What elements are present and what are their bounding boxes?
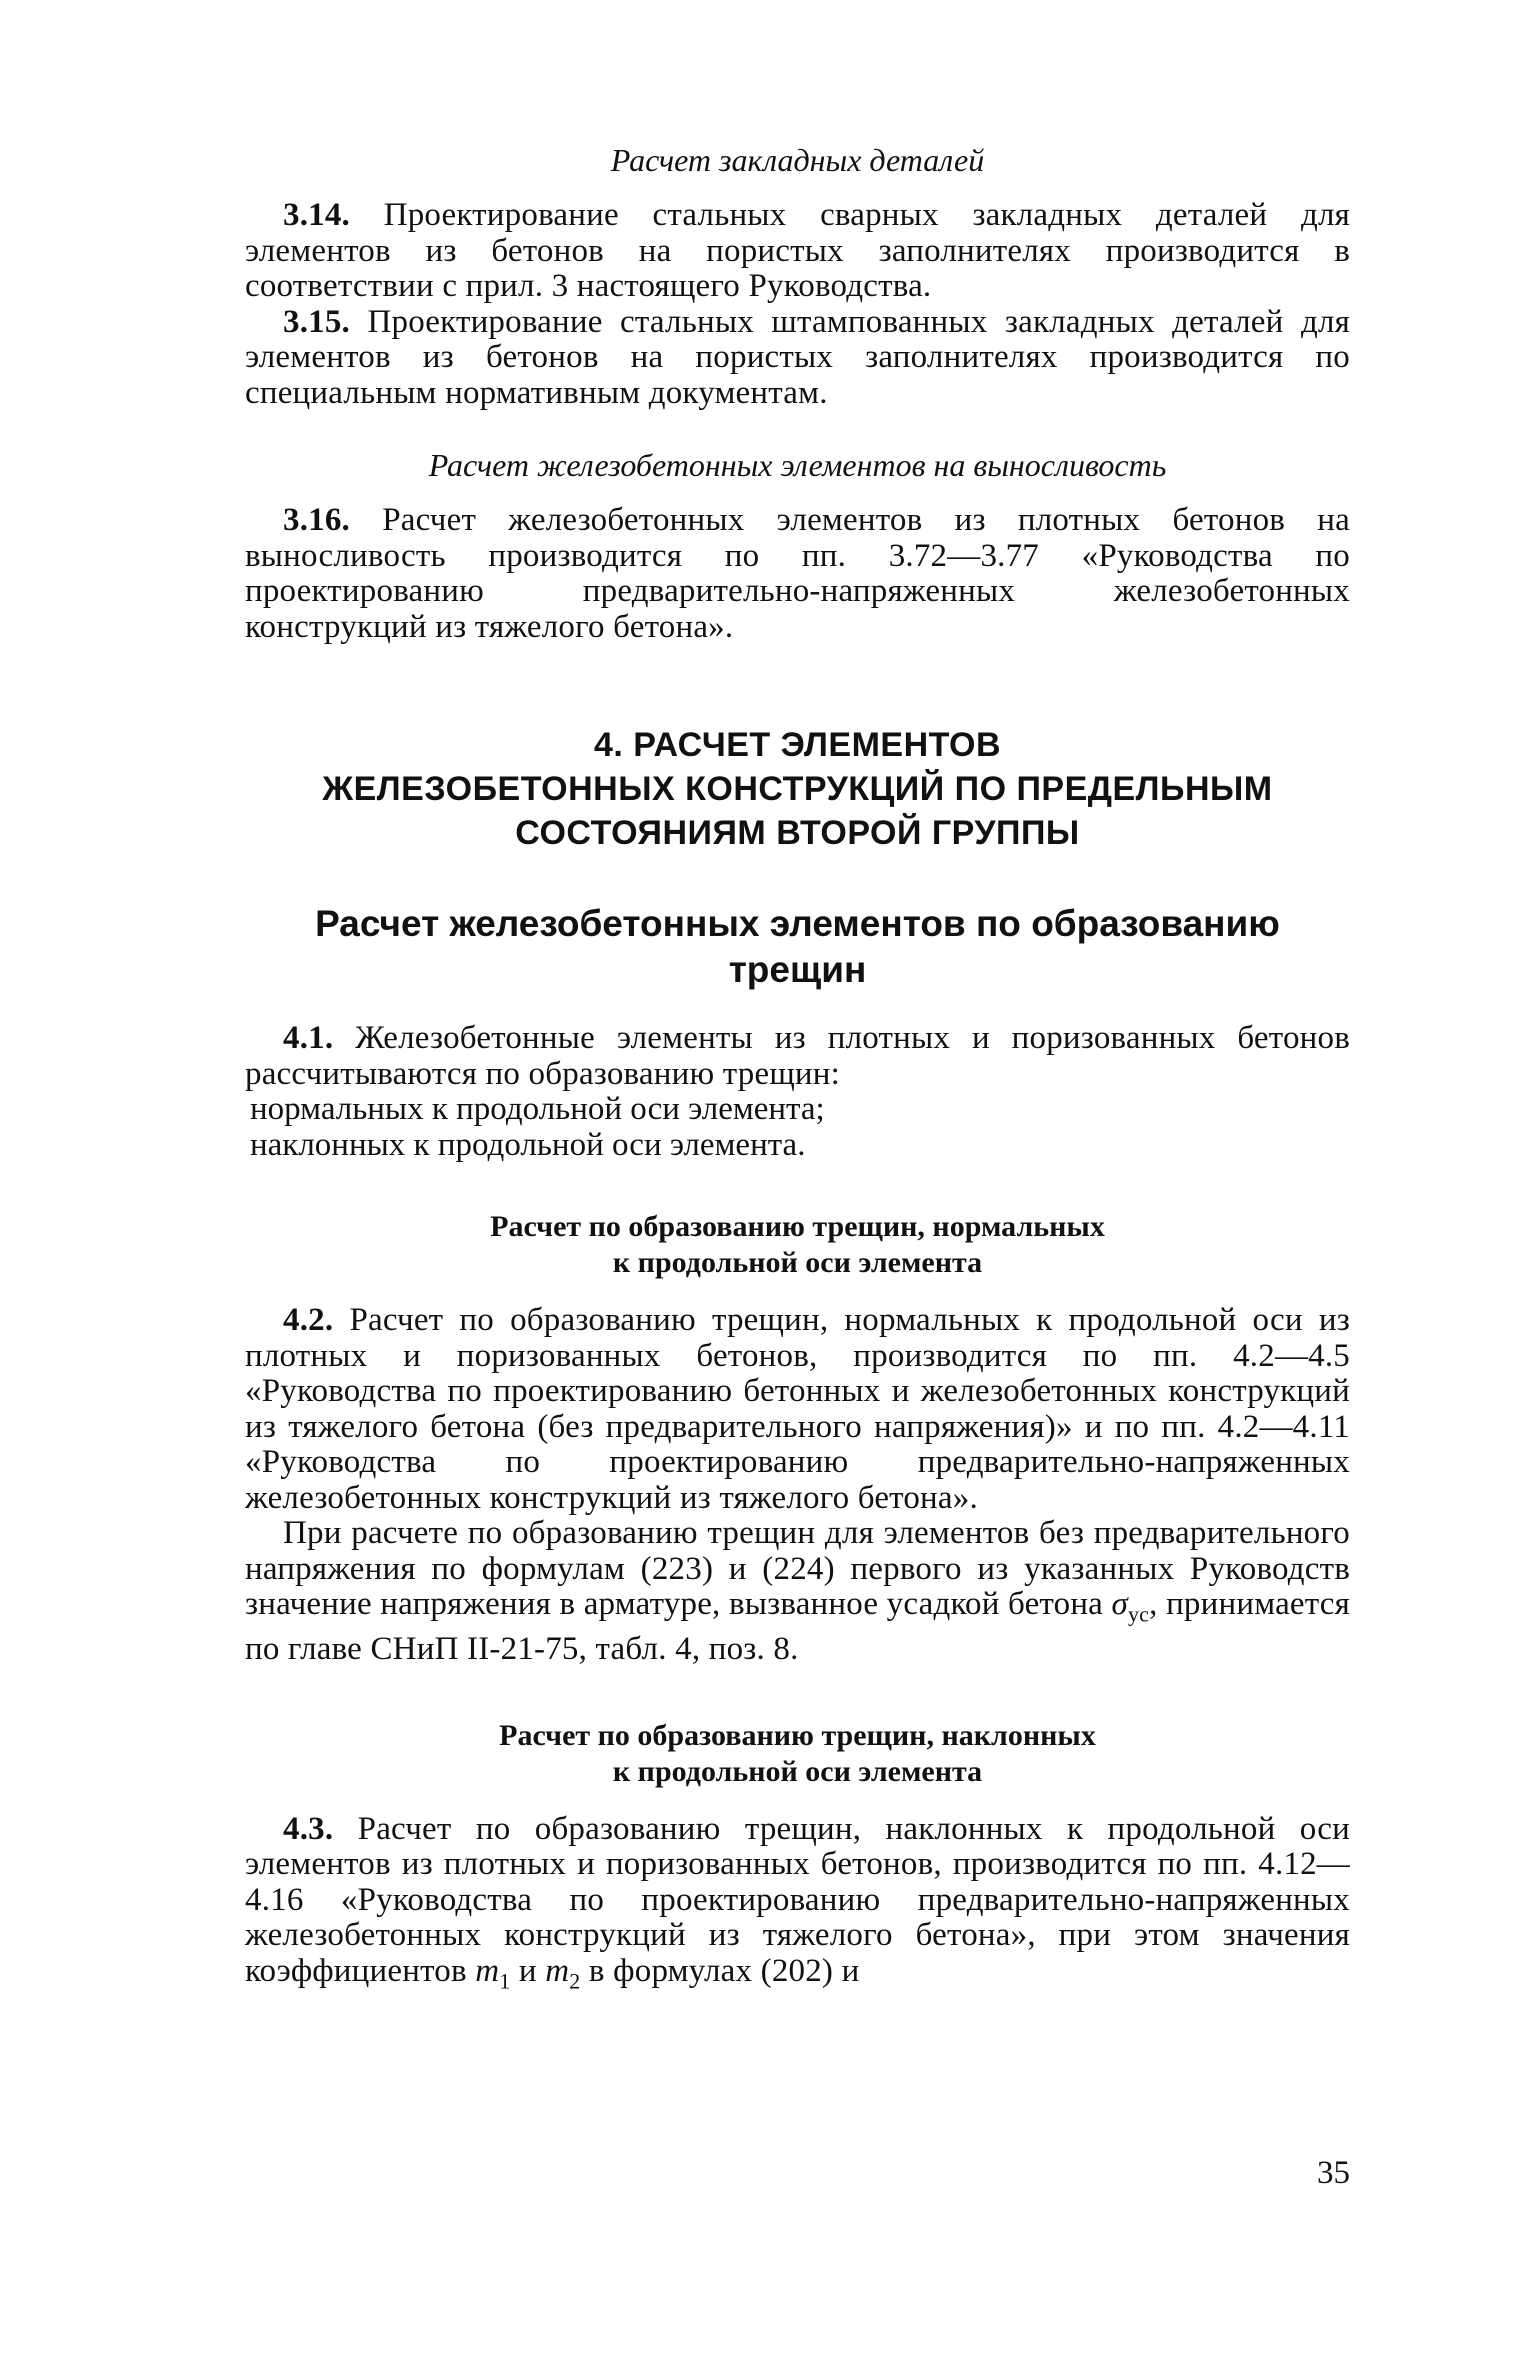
paragraph-text: в формулах (202) и <box>580 1952 860 1989</box>
subchapter-title-line-2: трещин <box>728 949 867 990</box>
section-heading-normal-cracks-line-2: к продольной оси элемента <box>612 1246 983 1279</box>
paragraph-text: Проектирование стальных штампованных закладных деталей для элементов из бетонов на пористых заполнителях производится по специальным нормативным документам. <box>245 303 1350 411</box>
paragraph-number: 4.3. <box>283 1810 334 1847</box>
paragraph-4-3 <box>245 1812 1350 1999</box>
paragraph-text: Расчет по образованию трещин, наклонных к продольной оси элементов из плотных и поризованных бетонов, производится по пп. 4.12—4.16 «Руководства по проектированию предварительно-напряженных железобетонных конструкций из тяжелого бетона», при этом значения коэффициентов <box>245 1810 1351 1989</box>
subchapter-title-line-1: Расчет железобетонных элементов по образованию <box>315 903 1280 944</box>
list-item-text: наклонных к продольной оси элемента. <box>250 1126 806 1163</box>
section-heading-embedded-parts: Расчет закладных деталей <box>610 142 985 178</box>
paragraph-number: 3.15. <box>283 303 350 340</box>
paragraph-3-14 <box>245 198 1350 305</box>
section-heading-inclined-cracks-line-1: Расчет по образованию трещин, наклонных <box>499 1718 1096 1752</box>
m1-symbol: m <box>475 1952 500 1989</box>
section-heading-normal-cracks-line-1: Расчет по образованию трещин, нормальных <box>490 1210 1105 1243</box>
paragraph-3-16 <box>245 503 1350 645</box>
list-item-text: нормальных к продольной оси элемента; <box>250 1091 825 1127</box>
paragraph-text: Железобетонные элементы из плотных и поризованных бетонов рассчитываются по образованию трещин: <box>245 1020 1350 1092</box>
page-number: 35 <box>1317 2155 1350 2191</box>
paragraph-text: Расчет железобетонных элементов из плотных бетонов на выносливость производится по пп. 3.72—3.77 «Руководства по проектированию предварительно-напряженных железобетонных конструкций из тяжелого бетона». <box>245 502 1350 645</box>
paragraph-4-2-continued <box>245 1516 1350 1668</box>
paragraph-text: Расчет по образованию трещин, нормальных к продольной оси из плотных и поризованных бетонов, производится по пп. 4.2—4.5 «Руководства по проектированию бетонных и железобетонных конструкций из тяжелого бетона (без предварительного напряжения)» и по пп. 4.2—4.11 «Руководства по проектированию предварительно-напряженных железобетонных конструкций из тяжелого бетона». <box>245 1302 1350 1516</box>
paragraph-4-1 <box>245 1021 1350 1092</box>
chapter-title-line-2: ЖЕЛЕЗОБЕТОННЫХ КОНСТРУКЦИЙ ПО ПРЕДЕЛЬНЫМ <box>322 770 1273 808</box>
m1-subscript: 1 <box>499 1968 511 1994</box>
paragraph-number: 4.2. <box>283 1302 334 1338</box>
paragraph-number: 3.16. <box>283 502 350 538</box>
chapter-title-line-1: 4. РАСЧЕТ ЭЛЕМЕНТОВ <box>593 726 1002 764</box>
paragraph-3-15 <box>245 305 1350 412</box>
paragraph-text: При расчете по образованию трещин для элементов без предварительного напряжения по формулам (223) и (224) первого из указанных Руководств значение напряжения в арматуре, вызванное усадкой бетона <box>245 1515 1350 1622</box>
sigma-symbol: σ <box>1111 1586 1128 1622</box>
paragraph-number: 3.14. <box>283 197 350 233</box>
paragraph-text: Проектирование стальных сварных закладных деталей для элементов из бетонов на пористых заполнителях производится в соответствии с прил. 3 настоящего Руководства. <box>245 197 1350 304</box>
paragraph-text: , принимается по главе СНиП II-21-75, табл. 4, поз. 8. <box>245 1586 1351 1668</box>
section-heading-endurance: Расчет железобетонных элементов на выносливость <box>428 447 1167 483</box>
sigma-subscript: ус <box>1127 1601 1150 1627</box>
list-item-inclined <box>245 1128 1350 1164</box>
m2-subscript: 2 <box>569 1968 581 1994</box>
document-page <box>245 140 1350 1999</box>
chapter-title-line-3: СОСТОЯНИЯМ ВТОРОЙ ГРУППЫ <box>515 814 1080 852</box>
paragraph-text: и <box>510 1952 546 1989</box>
paragraph-number: 4.1. <box>283 1020 334 1056</box>
m2-symbol: m <box>545 1952 570 1989</box>
section-heading-inclined-cracks-line-2: к продольной оси элемента <box>612 1754 983 1788</box>
paragraph-4-2 <box>245 1303 1350 1516</box>
list-item-normal <box>245 1092 1350 1128</box>
